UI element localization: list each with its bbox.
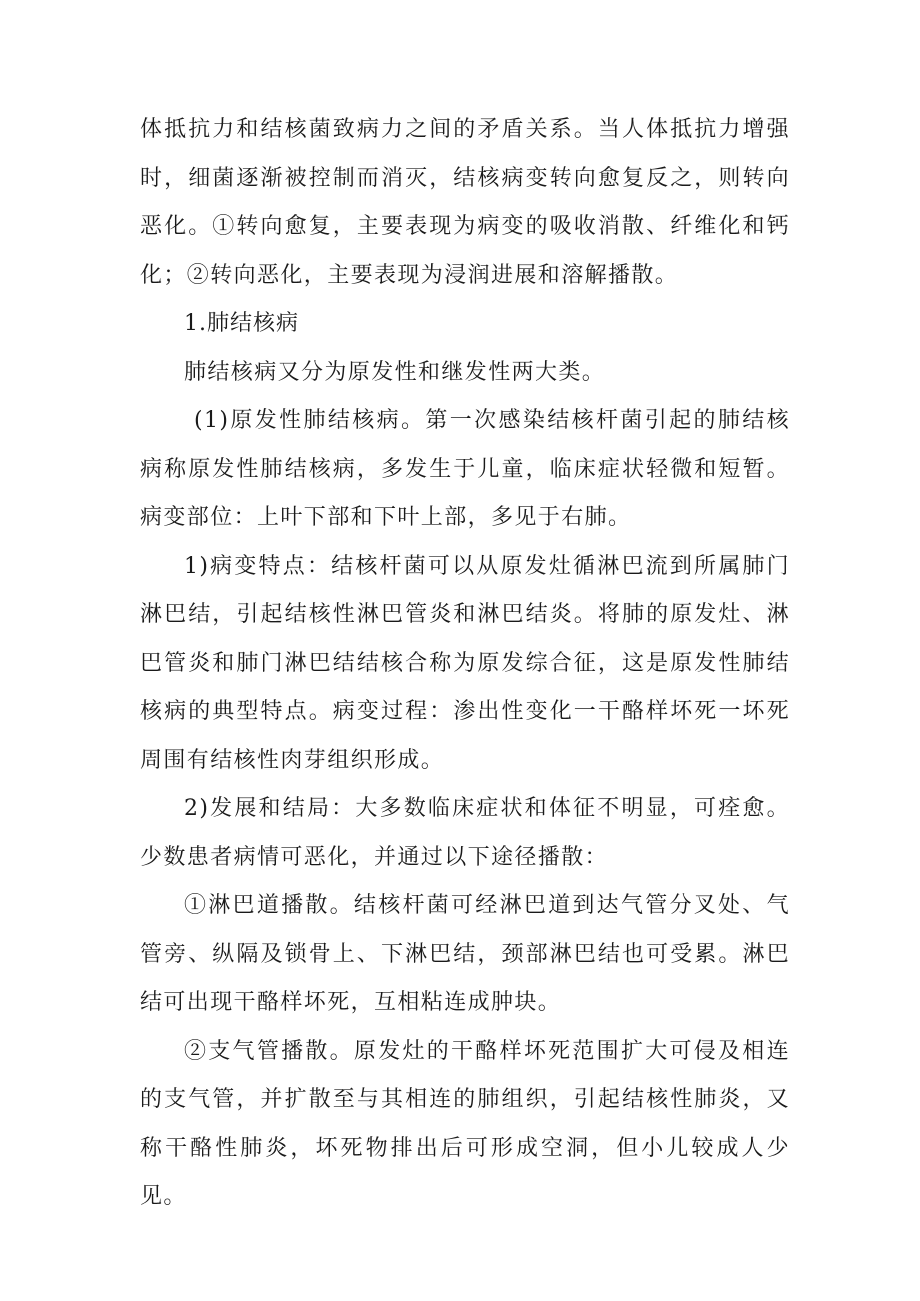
paragraph-development-outcome: 2)发展和结局：大多数临床症状和体征不明显，可痊愈。少数患者病情可恶化，并通过以下途径播散： <box>140 796 790 870</box>
paragraph-resistance-intro: 体抵抗力和结核菌致病力之间的矛盾关系。当人体抵抗力增强时，细菌逐渐被控制而消灭，结核病变转向愈复反之，则转向恶化。①转向愈复，主要表现为病变的吸收消散、纤维化和钙化；②转向恶化，主要表现为浸润进展和溶解播散。 <box>140 117 790 288</box>
paragraph-classification: 肺结核病又分为原发性和继发性两大类。 <box>184 359 606 385</box>
section-heading-pulmonary-tb: 1.肺结核病 <box>184 311 299 336</box>
paragraph-lesion-features: 1)病变特点：结核杆菌可以从原发灶循淋巴流到所属肺门淋巴结，引起结核性淋巴管炎和淋巴结炎。将肺的原发灶、淋巴管炎和肺门淋巴结结核合称为原发综合征，这是原发性肺结核病的典型特点。病变过程：渗出性变化一干酪样坏死一坏死周围有结核性肉芽组织形成。 <box>140 553 790 773</box>
paragraph-bronchial-spread: ②支气管播散。原发灶的干酪样坏死范围扩大可侵及相连的支气管，并扩散至与其相连的肺组织，引起结核性肺炎，又称干酪性肺炎，坏死物排出后可形成空洞，但小儿较成人少见。 <box>140 1038 790 1209</box>
document-page <box>140 106 790 1222</box>
paragraph-lymphatic-spread: ①淋巴道播散。结核杆菌可经淋巴道到达气管分叉处、气管旁、纵隔及锁骨上、下淋巴结，颈部淋巴结也可受累。淋巴结可出现干酪样坏死，互相粘连成肿块。 <box>140 893 790 1015</box>
paragraph-primary-tb: (1)原发性肺结核病。第一次感染结核杆菌引起的肺结核病称原发性肺结核病，多发生于儿童，临床症状轻微和短暂。病变部位：上叶下部和下叶上部，多见于右肺。 <box>140 408 790 530</box>
